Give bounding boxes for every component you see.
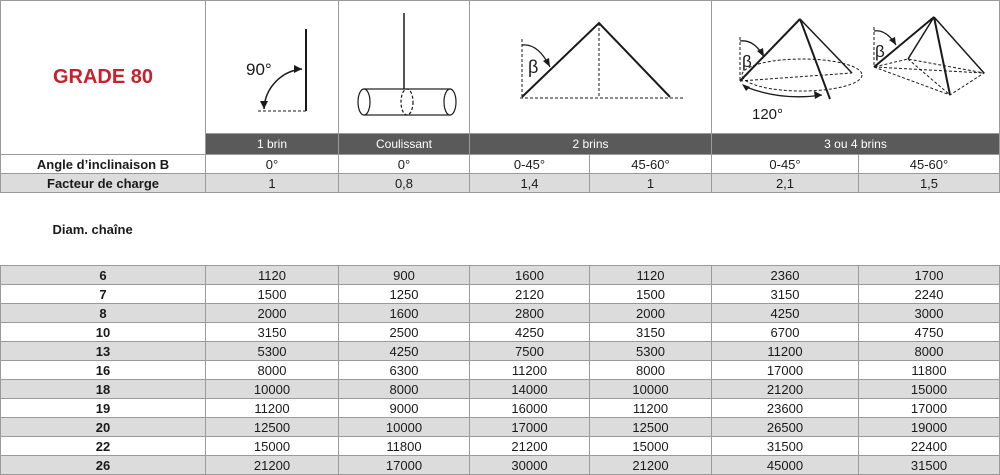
diagram-1-brin [206, 1, 339, 134]
diagram-2-brins [470, 1, 712, 134]
group-3-4-brins: 3 ou 4 brins [712, 134, 1000, 155]
load-value-cell: 2240 [859, 285, 1000, 304]
angle-120-label: 120° [752, 106, 784, 123]
group-1-brin: 1 brin [206, 134, 339, 155]
factor-cell: 1 [590, 174, 712, 193]
load-value-cell: 17000 [859, 399, 1000, 418]
table-row [1, 361, 1000, 380]
choker-hitch-diagram [339, 1, 470, 130]
load-value-cell: 11200 [206, 399, 339, 418]
load-value-cell: 14000 [470, 380, 590, 399]
load-value-cell: 11200 [590, 399, 712, 418]
two-leg-sling-diagram [470, 1, 711, 130]
load-value-cell: 16000 [470, 399, 590, 418]
load-value-cell: 1120 [590, 266, 712, 285]
chain-diameter-cell: 8 [1, 304, 206, 323]
chain-diameter-cell: 26 [1, 456, 206, 475]
load-value-cell: 12500 [590, 418, 712, 437]
load-value-cell: 17000 [339, 456, 470, 475]
load-value-cell: 1700 [859, 266, 1000, 285]
load-value-cell: 31500 [712, 437, 859, 456]
load-value-cell: 2500 [339, 323, 470, 342]
chain-diameter-cell: 6 [1, 266, 206, 285]
load-value-cell: 10000 [590, 380, 712, 399]
table-row [1, 304, 1000, 323]
chain-diameter-cell: 19 [1, 399, 206, 418]
angle-cell: 45-60° [859, 155, 1000, 174]
table-row [1, 399, 1000, 418]
load-value-cell: 1600 [339, 304, 470, 323]
page-title: GRADE 80 [52, 66, 154, 88]
load-value-cell: 2360 [712, 266, 859, 285]
table-row [1, 285, 1000, 304]
angle-cell: 45-60° [590, 155, 712, 174]
beta-label-2: β [528, 57, 539, 77]
load-value-cell: 21200 [712, 380, 859, 399]
diameter-heading: Diam. chaîne [52, 221, 133, 237]
load-value-cell: 45000 [712, 456, 859, 475]
angle-cell: 0° [339, 155, 470, 174]
load-value-cell: 2000 [590, 304, 712, 323]
beta-label-3: β [742, 52, 752, 71]
chain-diameter-cell: 16 [1, 361, 206, 380]
load-value-cell: 6300 [339, 361, 470, 380]
load-value-cell: 19000 [859, 418, 1000, 437]
load-value-cell: 11200 [712, 342, 859, 361]
load-value-cell: 8000 [859, 342, 1000, 361]
load-value-cell: 22400 [859, 437, 1000, 456]
load-value-cell: 1120 [206, 266, 339, 285]
table-row [1, 456, 1000, 475]
load-rows [1, 266, 1000, 475]
table-row [1, 323, 1000, 342]
load-value-cell: 4250 [712, 304, 859, 323]
load-value-cell: 12500 [206, 418, 339, 437]
diameter-heading-row [1, 193, 1000, 266]
load-value-cell: 900 [339, 266, 470, 285]
title-cell [1, 1, 206, 155]
load-value-cell: 3150 [712, 285, 859, 304]
load-value-cell: 8000 [590, 361, 712, 380]
angle-cell: 0-45° [470, 155, 590, 174]
table-row [1, 437, 1000, 456]
load-value-cell: 10000 [206, 380, 339, 399]
load-value-cell: 5300 [590, 342, 712, 361]
load-value-cell: 3150 [590, 323, 712, 342]
load-value-cell: 17000 [470, 418, 590, 437]
table-row [1, 418, 1000, 437]
load-value-cell: 4750 [859, 323, 1000, 342]
group-2-brins: 2 brins [470, 134, 712, 155]
load-value-cell: 15000 [590, 437, 712, 456]
load-value-cell: 2000 [206, 304, 339, 323]
load-value-cell: 9000 [339, 399, 470, 418]
factor-cell: 1,4 [470, 174, 590, 193]
load-value-cell: 17000 [712, 361, 859, 380]
load-value-cell: 26500 [712, 418, 859, 437]
beta-label-4: β [875, 42, 885, 61]
chain-diameter-cell: 22 [1, 437, 206, 456]
load-value-cell: 11800 [859, 361, 1000, 380]
load-value-cell: 6700 [712, 323, 859, 342]
load-value-cell: 3150 [206, 323, 339, 342]
load-value-cell: 1250 [339, 285, 470, 304]
load-value-cell: 7500 [470, 342, 590, 361]
diagram-3-4-brins [712, 1, 1000, 134]
vertical-sling-diagram [206, 1, 339, 130]
load-value-cell: 2800 [470, 304, 590, 323]
chain-diameter-cell: 7 [1, 285, 206, 304]
load-value-cell: 8000 [339, 380, 470, 399]
table-row [1, 380, 1000, 399]
load-value-cell: 23600 [712, 399, 859, 418]
diameter-heading-cell [1, 193, 1000, 266]
load-value-cell: 30000 [470, 456, 590, 475]
factor-cell: 0,8 [339, 174, 470, 193]
table-row [1, 342, 1000, 361]
load-value-cell: 21200 [470, 437, 590, 456]
load-value-cell: 11800 [339, 437, 470, 456]
diagram-coulissant [339, 1, 470, 134]
load-value-cell: 11200 [470, 361, 590, 380]
load-value-cell: 31500 [859, 456, 1000, 475]
factor-cell: 2,1 [712, 174, 859, 193]
load-value-cell: 21200 [206, 456, 339, 475]
load-value-cell: 8000 [206, 361, 339, 380]
load-value-cell: 15000 [859, 380, 1000, 399]
load-value-cell: 2120 [470, 285, 590, 304]
chain-diameter-cell: 18 [1, 380, 206, 399]
load-value-cell: 21200 [590, 456, 712, 475]
load-value-cell: 10000 [339, 418, 470, 437]
factor-row [1, 174, 1000, 193]
chain-diameter-cell: 20 [1, 418, 206, 437]
factor-cell: 1,5 [859, 174, 1000, 193]
load-value-cell: 5300 [206, 342, 339, 361]
factor-row-label: Facteur de charge [1, 174, 206, 193]
chain-diameter-cell: 13 [1, 342, 206, 361]
angle-90-label: 90° [246, 60, 272, 79]
chain-diameter-cell: 10 [1, 323, 206, 342]
load-value-cell: 1500 [590, 285, 712, 304]
angle-row-label: Angle d’inclinaison B [1, 155, 206, 174]
group-coulissant: Coulissant [339, 134, 470, 155]
multi-leg-sling-diagram [712, 1, 1000, 130]
load-value-cell: 1500 [206, 285, 339, 304]
angle-row [1, 155, 1000, 174]
diagram-header-row [1, 1, 1000, 134]
angle-cell: 0° [206, 155, 339, 174]
load-value-cell: 4250 [339, 342, 470, 361]
table-row [1, 266, 1000, 285]
load-value-cell: 15000 [206, 437, 339, 456]
load-value-cell: 4250 [470, 323, 590, 342]
load-value-cell: 3000 [859, 304, 1000, 323]
load-value-cell: 1600 [470, 266, 590, 285]
factor-cell: 1 [206, 174, 339, 193]
angle-cell: 0-45° [712, 155, 859, 174]
